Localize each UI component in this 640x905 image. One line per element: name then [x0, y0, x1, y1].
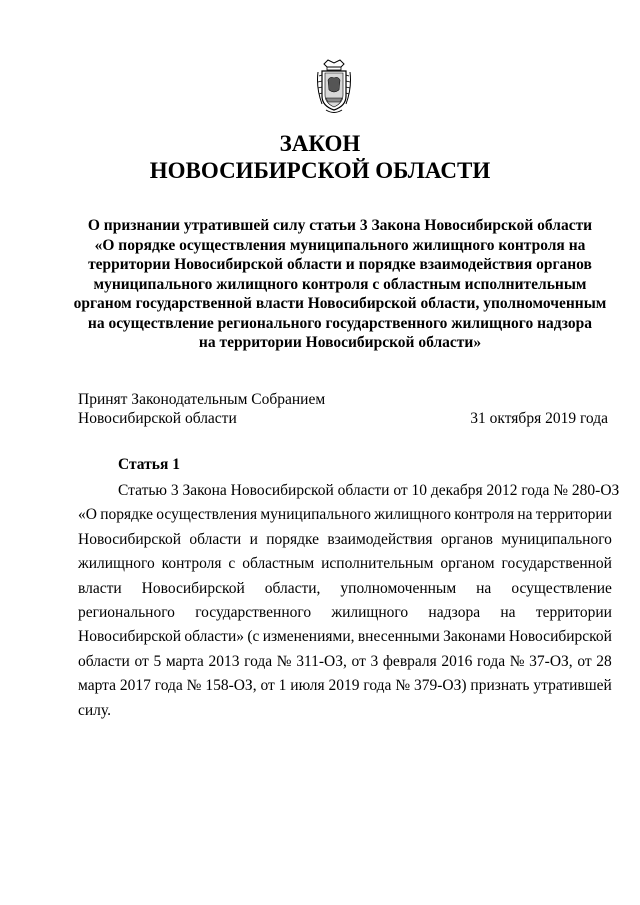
article-word: жилищного	[374, 506, 451, 524]
article-word: области,	[264, 579, 321, 597]
article-word: порядке	[266, 530, 320, 548]
article-word: регионального	[78, 603, 175, 621]
article-word: №	[395, 677, 411, 695]
article-word: на	[500, 603, 516, 621]
article-word: областным	[242, 555, 315, 573]
article-word: взаимодействия	[327, 530, 433, 548]
article-word: Новосибирской	[508, 628, 612, 646]
article-line	[78, 601, 612, 625]
article-line	[78, 528, 612, 552]
adoption-line2: Новосибирской области	[78, 410, 237, 427]
subject-line: на территории Новосибирской области»	[198, 334, 482, 351]
article-word: с	[228, 555, 236, 573]
article-word: утратившей	[533, 677, 612, 695]
article-word: изменениями,	[262, 628, 355, 646]
article-word: государственного	[195, 603, 312, 621]
article-line: Статью 3 Закона Новосибирской области от 10 декабря 2012 года № 280-ОЗ	[118, 482, 620, 499]
article-word: 2013	[208, 652, 240, 670]
subject-line: «О порядке осуществления муниципального жилищного контроля на	[94, 236, 586, 254]
article-word: власти	[78, 579, 122, 597]
article-word: года	[244, 652, 273, 670]
article-word: 158-ОЗ,	[205, 677, 257, 695]
article-word: признать	[470, 677, 530, 695]
coat-of-arms-icon	[316, 58, 352, 116]
subject-line: муниципального жилищного контроля с областным исполнительным	[93, 275, 587, 293]
article-word: осуществление	[511, 579, 612, 597]
article-word: на	[476, 579, 492, 597]
subject-line: органом государственной власти Новосибирской области, уполномоченным	[73, 295, 607, 312]
article-line	[78, 577, 612, 601]
article-word: жилищного	[331, 603, 409, 621]
article-line	[78, 674, 612, 698]
article-word: Законами	[443, 628, 506, 646]
article-line	[78, 625, 612, 649]
article-word: (с	[247, 628, 260, 646]
article-word: осуществления	[156, 506, 258, 524]
article-word: органов	[440, 530, 493, 548]
article-line	[78, 552, 612, 576]
adoption-info	[78, 390, 608, 428]
article-word: исполнительным	[321, 555, 434, 573]
article-word: муниципального	[501, 530, 612, 548]
article-word: от	[260, 677, 275, 695]
subject-line: О признании утратившей силу статьи 3 Закона Новосибирской области	[87, 217, 593, 234]
article-word: области	[189, 530, 242, 548]
article-word: от	[577, 652, 592, 670]
article-word: территории	[535, 506, 612, 524]
subject-line: территории Новосибирской области и порядке взаимодействия органов	[88, 256, 592, 273]
article-word: контроля	[454, 506, 515, 524]
article-word: года	[363, 677, 392, 695]
article-word: года	[154, 677, 183, 695]
article-word: порядке	[100, 506, 154, 524]
article-word: 2016	[441, 652, 473, 670]
article-word: контроля	[161, 555, 222, 573]
article-word: на	[517, 506, 533, 524]
article-word: Новосибирской	[78, 628, 182, 646]
article-line: силу.	[78, 701, 111, 719]
article-word: марта	[78, 677, 116, 695]
article-word: «О	[78, 506, 97, 524]
article-word: №	[186, 677, 202, 695]
article-title: Статья 1	[118, 456, 180, 473]
article-word: внесенными	[357, 628, 440, 646]
adoption-date: 31 октября 2019 года	[470, 410, 608, 427]
law-title-line2: НОВОСИБИРСКОЙ ОБЛАСТИ	[149, 158, 491, 183]
article-word: №	[276, 652, 292, 670]
article-word: 5	[153, 652, 162, 670]
article-word: 3	[370, 652, 379, 670]
article-word: государственной	[501, 555, 612, 573]
subject-line: на осуществление регионального государственного жилищного надзора	[87, 314, 593, 332]
article-word: 311-ОЗ,	[296, 652, 347, 670]
article-word: 2019	[328, 677, 360, 695]
law-title	[0, 130, 640, 184]
article-word: июля	[290, 677, 325, 695]
article-word: области»	[184, 628, 244, 646]
article-word: уполномоченным	[340, 579, 457, 597]
article-word: №	[509, 652, 525, 670]
law-subject	[40, 216, 640, 353]
adoption-line1: Принят Законодательным Собранием	[78, 391, 326, 408]
article-word: от	[351, 652, 366, 670]
article-word: 379-ОЗ)	[413, 677, 467, 695]
article-word: области	[78, 652, 130, 670]
article-word: надзора	[428, 603, 481, 621]
article-word: года	[477, 652, 506, 670]
article-word: февраля	[382, 652, 437, 670]
article-word: от	[134, 652, 149, 670]
article-text	[78, 479, 620, 723]
article-word: и	[249, 530, 258, 548]
article-word: органом	[440, 555, 495, 573]
article-word: 37-ОЗ,	[529, 652, 573, 670]
article-word: 28	[596, 652, 612, 670]
article-word: 2017	[119, 677, 151, 695]
article-word: муниципального	[260, 506, 371, 524]
article-word: территории	[535, 603, 612, 621]
article-word: Новосибирской	[78, 530, 182, 548]
article-line	[78, 503, 612, 527]
article-word: жилищного	[78, 555, 155, 573]
law-title-line1: ЗАКОН	[279, 131, 361, 156]
article-line	[78, 650, 612, 674]
article-word: Новосибирской	[141, 579, 245, 597]
article-word: марта	[165, 652, 204, 670]
article-word: 1	[278, 677, 287, 695]
